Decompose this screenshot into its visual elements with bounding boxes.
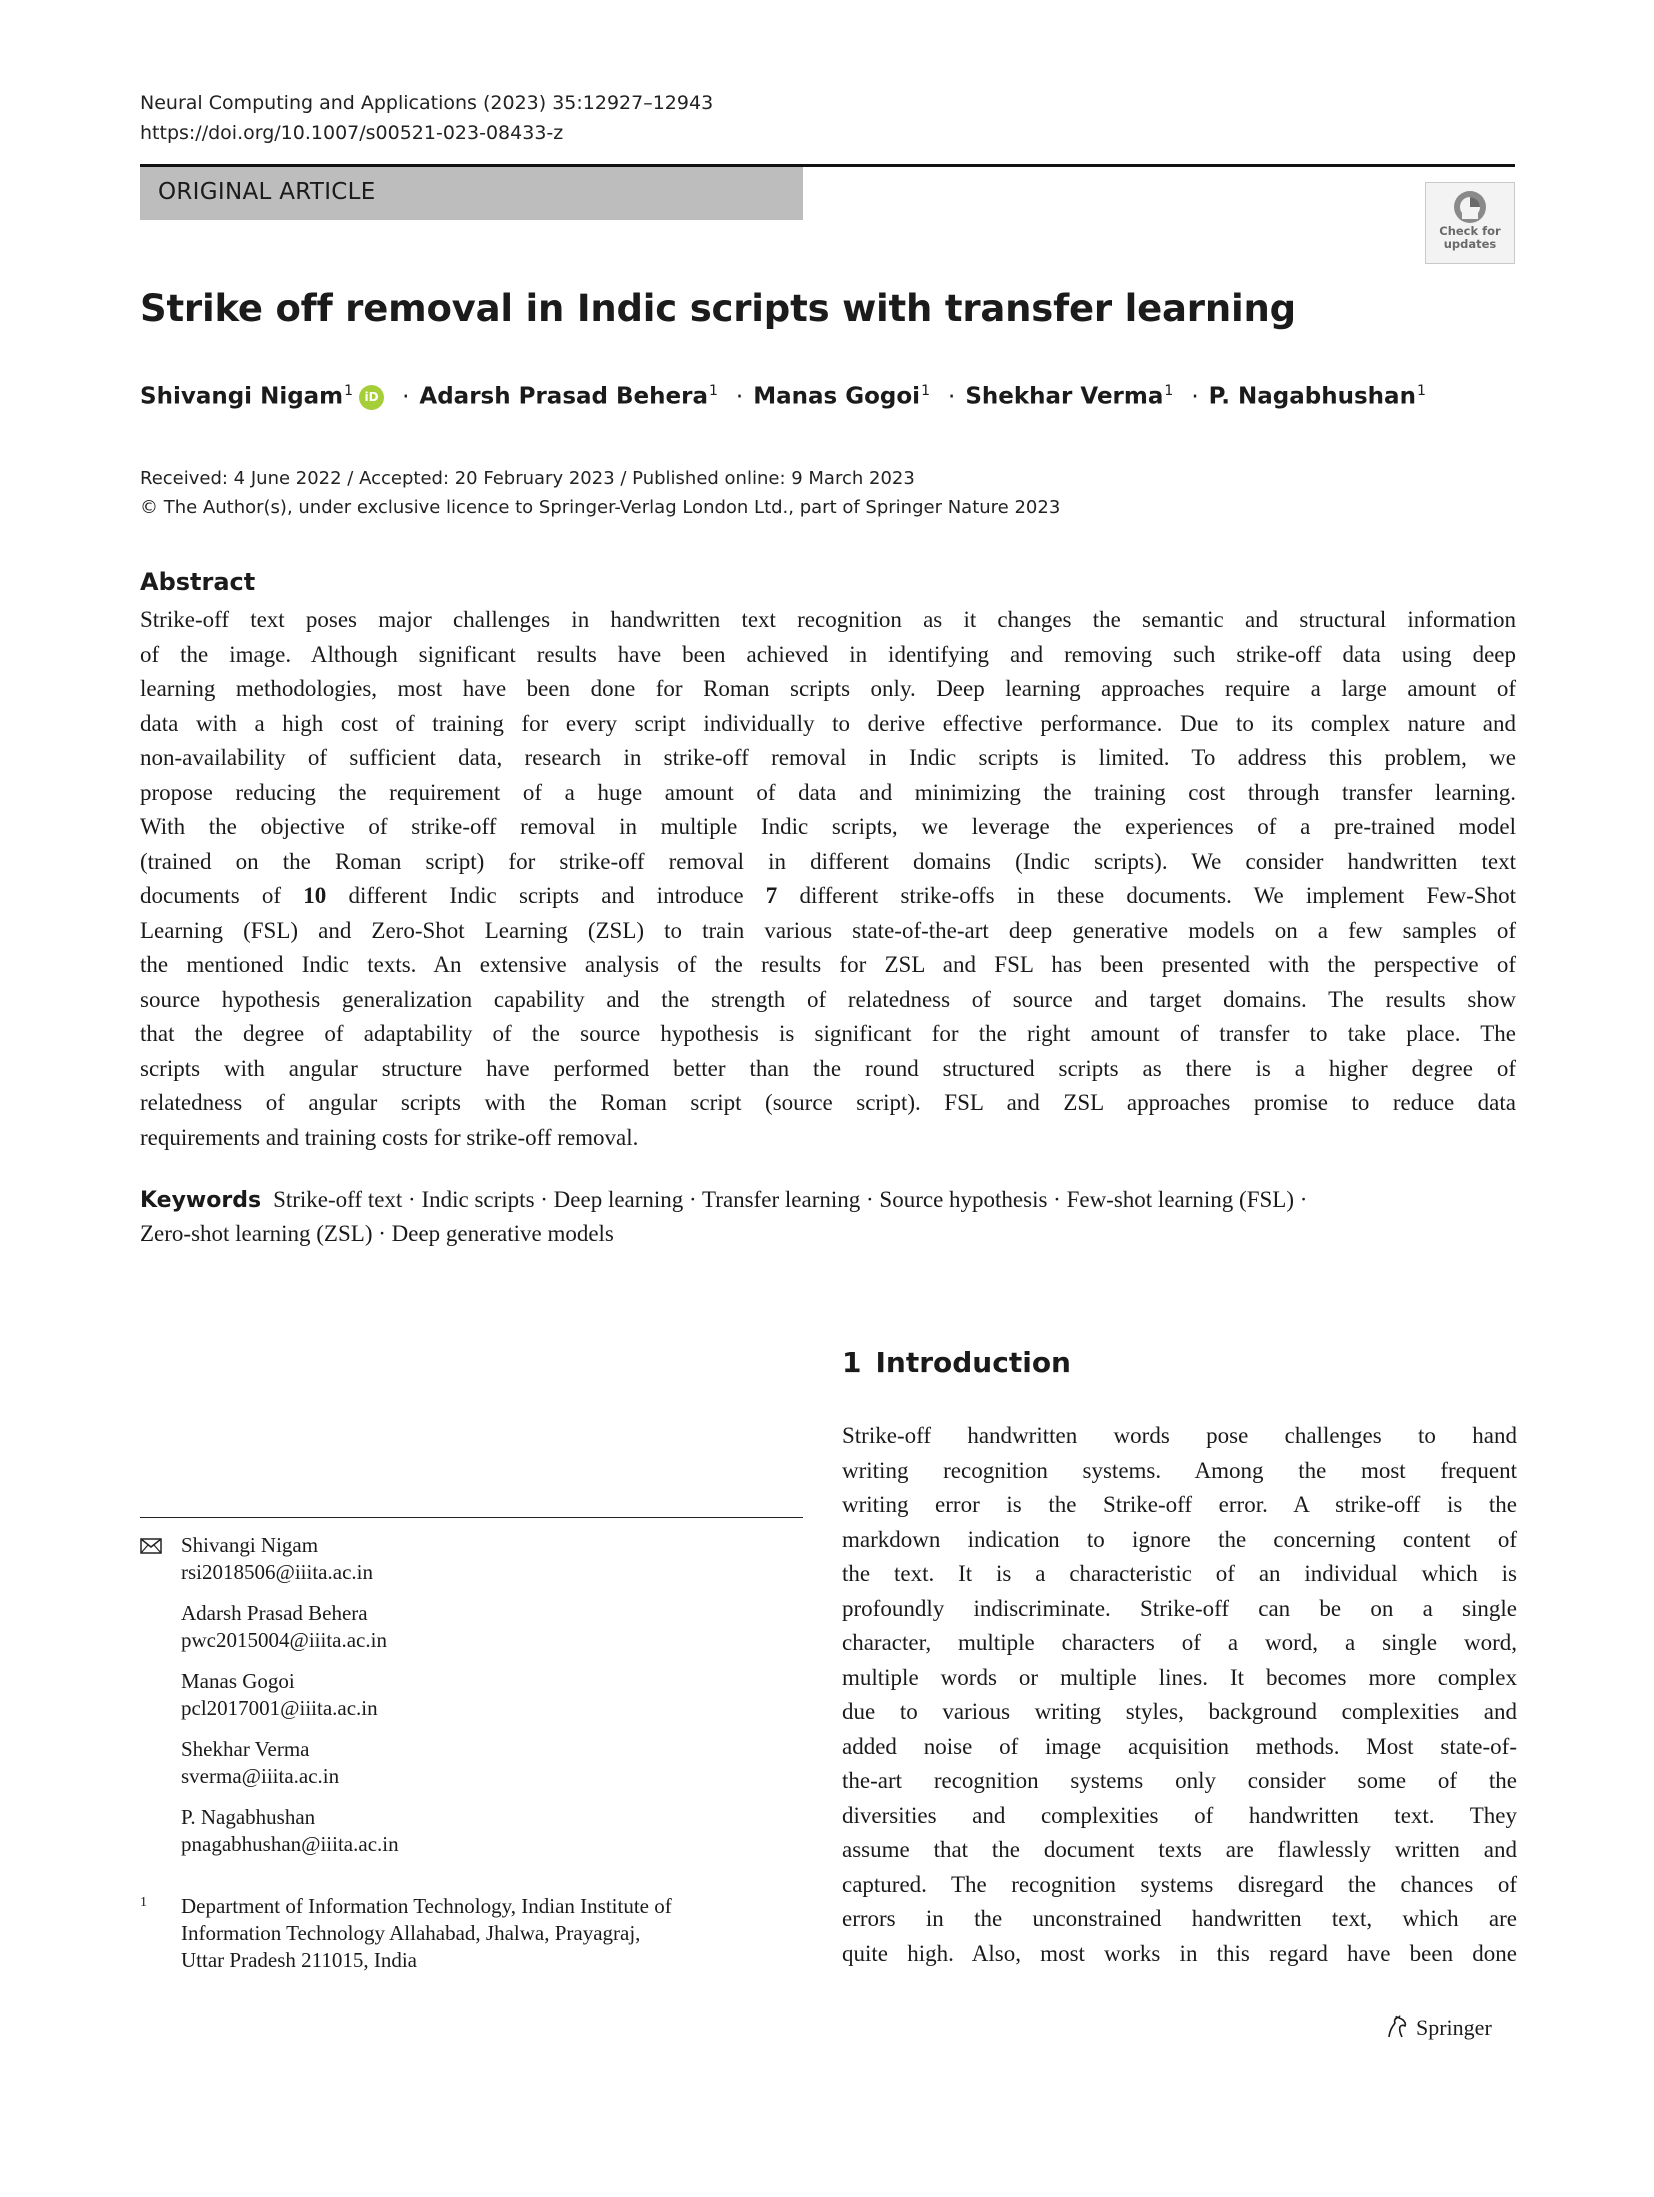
body-line: errors in the unconstrained handwritten text, which are	[842, 1906, 1517, 1931]
doi-link[interactable]: https://doi.org/10.1007/s00521-023-08433-z	[140, 122, 564, 144]
article-type-banner	[140, 167, 803, 220]
body-line: captured. The recognition systems disregard the chances of	[842, 1871, 1517, 1897]
abstract-line: relatedness of angular scripts with the Roman script (source script). FSL and ZSL approaches promise to reduce data	[140, 1090, 1516, 1115]
body-line: added noise of image acquisition methods. Most state-of-	[842, 1733, 1517, 1759]
paper-title: Strike off removal in Indic scripts with transfer learning	[140, 287, 1296, 330]
check-badge-line-1: Check for	[1439, 224, 1501, 238]
keywords-line: Zero-shot learning (ZSL) · Deep generative models	[140, 1221, 614, 1246]
abstract-fragment: different strike-offs in these documents. We implement Few-Shot	[777, 883, 1516, 908]
abstract-line: Strike-off text poses major challenges in handwritten text recognition as it changes the semantic and structural information	[140, 607, 1516, 632]
body-line: writing recognition systems. Among the most frequent	[842, 1457, 1517, 1483]
section-title: Introduction	[875, 1346, 1071, 1379]
author-name: Adarsh Prasad Behera	[419, 383, 708, 410]
body-line: multiple words or multiple lines. It becomes more complex	[842, 1664, 1517, 1690]
author-affiliation-mark: 1	[1164, 383, 1174, 399]
abstract-line: Learning (FSL) and Zero-Shot Learning (ZSL) to train various state-of-the-art deep generative models on a few samples of	[140, 917, 1516, 943]
body-line: markdown indication to ignore the concerning content of	[842, 1526, 1517, 1552]
abstract-line: With the objective of strike-off removal in multiple Indic scripts, we leverage the experiences of a pre-trained model	[140, 814, 1516, 839]
journal-info	[140, 88, 713, 148]
abstract-line: propose reducing the requirement of a huge amount of data and minimizing the training cost through transfer learning.	[140, 779, 1516, 805]
abstract-line: non-availability of sufficient data, research in strike-off removal in Indic scripts is limited. To address this problem, we	[140, 745, 1516, 770]
author-affiliation-mark: 1	[921, 383, 930, 399]
contact-entry	[181, 1804, 399, 1858]
contact-email[interactable]: pwc2015004@iiita.ac.in	[181, 1628, 387, 1652]
introduction-text	[842, 1419, 1517, 1971]
body-line: due to various writing styles, background complexities and	[842, 1699, 1517, 1724]
affiliation-text	[181, 1893, 672, 1974]
abstract-line: scripts with angular structure have performed better than the round structured scripts as there is a higher degree of	[140, 1055, 1516, 1081]
abstract-line: that the degree of adaptability of the source hypothesis is significant for the right amount of transfer to take place. The	[140, 1021, 1516, 1046]
body-line: diversities and complexities of handwritten text. They	[842, 1802, 1517, 1828]
contact-entry	[181, 1532, 373, 1586]
section-number: 1	[842, 1346, 862, 1379]
abstract-heading: Abstract	[140, 568, 256, 596]
affiliation-mark: 1	[140, 1895, 147, 1910]
keywords	[140, 1183, 1516, 1251]
springer-horse-icon	[1384, 2015, 1410, 2039]
body-line: Strike-off handwritten words pose challenges to hand	[842, 1423, 1517, 1448]
update-check-icon	[1452, 189, 1488, 225]
keywords-list: Strike-off text · Indic scripts · Deep learning · Transfer learning · Source hypothesis · Few-shot learning (FSL) ·	[273, 1187, 1308, 1212]
check-badge-line-2: updates	[1443, 237, 1497, 251]
abstract-line: of the image. Although significant results have been achieved in identifying and removing such strike-off data using deep	[140, 641, 1516, 667]
abstract-line: source hypothesis generalization capability and the strength of relatedness of source and target domains. The results show	[140, 986, 1516, 1012]
contact-email[interactable]: pnagabhushan@iiita.ac.in	[181, 1832, 399, 1856]
keywords-label: Keywords	[140, 1188, 262, 1213]
body-line: quite high. Also, most works in this regard have been done	[842, 1940, 1517, 1966]
keywords-line	[140, 1183, 1516, 1217]
journal-citation: Neural Computing and Applications (2023) 35:12927–12943	[140, 92, 714, 114]
abstract-text	[140, 603, 1516, 1155]
abstract-line: (trained on the Roman script) for strike-off removal in different domains (Indic scripts). We consider handwritten text	[140, 848, 1516, 874]
body-line: the-art recognition systems only consider some of the	[842, 1768, 1517, 1793]
author-name: Shivangi Nigam	[140, 383, 344, 410]
mail-icon	[140, 1538, 162, 1554]
publisher-logo	[1384, 2015, 1492, 2041]
author-affiliation-mark: 1	[1416, 383, 1426, 399]
author-name: Manas Gogoi	[753, 383, 921, 410]
author-affiliation-mark: 1	[344, 383, 354, 399]
abstract-line: data with a high cost of training for every script individually to derive effective performance. Due to its complex nature and	[140, 710, 1516, 736]
contact-name: P. Nagabhushan	[181, 1805, 316, 1829]
contact-entry	[181, 1600, 387, 1654]
affiliation-line: Information Technology Allahabad, Jhalwa, Prayagraj,	[181, 1921, 641, 1945]
contact-name: Shekhar Verma	[181, 1737, 310, 1761]
body-line: the text. It is a characteristic of an individual which is	[842, 1561, 1517, 1586]
contact-email[interactable]: rsi2018506@iiita.ac.in	[181, 1560, 373, 1584]
affiliation-line: Department of Information Technology, Indian Institute of	[181, 1894, 672, 1918]
copyright-notice: © The Author(s), under exclusive licence to Springer-Verlag London Ltd., part of Springer Nature 2023	[140, 497, 1061, 518]
contact-name: Shivangi Nigam	[181, 1533, 319, 1557]
body-line: profoundly indiscriminate. Strike-off can be on a single	[842, 1595, 1517, 1621]
body-line: writing error is the Strike-off error. A strike-off is the	[842, 1492, 1517, 1517]
abstract-number-scripts: 10	[303, 883, 327, 908]
abstract-line: the mentioned Indic texts. An extensive analysis of the results for ZSL and FSL has been presented with the perspective of	[140, 952, 1516, 977]
section-heading-introduction	[842, 1346, 1071, 1379]
contact-email[interactable]: sverma@iiita.ac.in	[181, 1764, 340, 1788]
contact-name: Manas Gogoi	[181, 1669, 295, 1693]
author-list	[140, 383, 1426, 410]
publication-history	[140, 464, 1060, 522]
footnote-rule	[140, 1517, 803, 1518]
author-name: Shekhar Verma	[965, 383, 1164, 410]
contact-name: Adarsh Prasad Behera	[181, 1601, 368, 1625]
abstract-line: requirements and training costs for strike-off removal.	[140, 1124, 639, 1150]
article-type-label: ORIGINAL ARTICLE	[158, 179, 376, 205]
author-separator: ·	[402, 383, 410, 410]
abstract-line	[140, 879, 1516, 914]
publisher-name: Springer	[1416, 2015, 1492, 2040]
abstract-number-strikeoffs: 7	[765, 883, 778, 908]
abstract-line: learning methodologies, most have been done for Roman scripts only. Deep learning approaches require a large amount of	[140, 676, 1516, 701]
author-separator: ·	[948, 383, 956, 410]
check-for-updates-badge[interactable]	[1425, 182, 1515, 264]
body-line: assume that the document texts are flawlessly written and	[842, 1837, 1517, 1862]
author-separator: ·	[735, 383, 744, 410]
contact-entry	[181, 1736, 339, 1790]
abstract-fragment: documents of	[140, 883, 304, 908]
author-affiliation-mark: 1	[708, 383, 718, 399]
contact-email[interactable]: pcl2017001@iiita.ac.in	[181, 1696, 378, 1720]
affiliation-line: Uttar Pradesh 211015, India	[181, 1948, 418, 1972]
orcid-icon[interactable]: iD	[359, 385, 384, 410]
author-name: P. Nagabhushan	[1208, 383, 1416, 410]
contact-entry	[181, 1668, 378, 1722]
author-separator: ·	[1191, 383, 1199, 410]
abstract-fragment: different Indic scripts and introduce	[326, 883, 766, 908]
body-line: character, multiple characters of a word, a single word,	[842, 1630, 1517, 1655]
publication-dates: Received: 4 June 2022 / Accepted: 20 February 2023 / Published online: 9 March 2023	[140, 468, 915, 489]
